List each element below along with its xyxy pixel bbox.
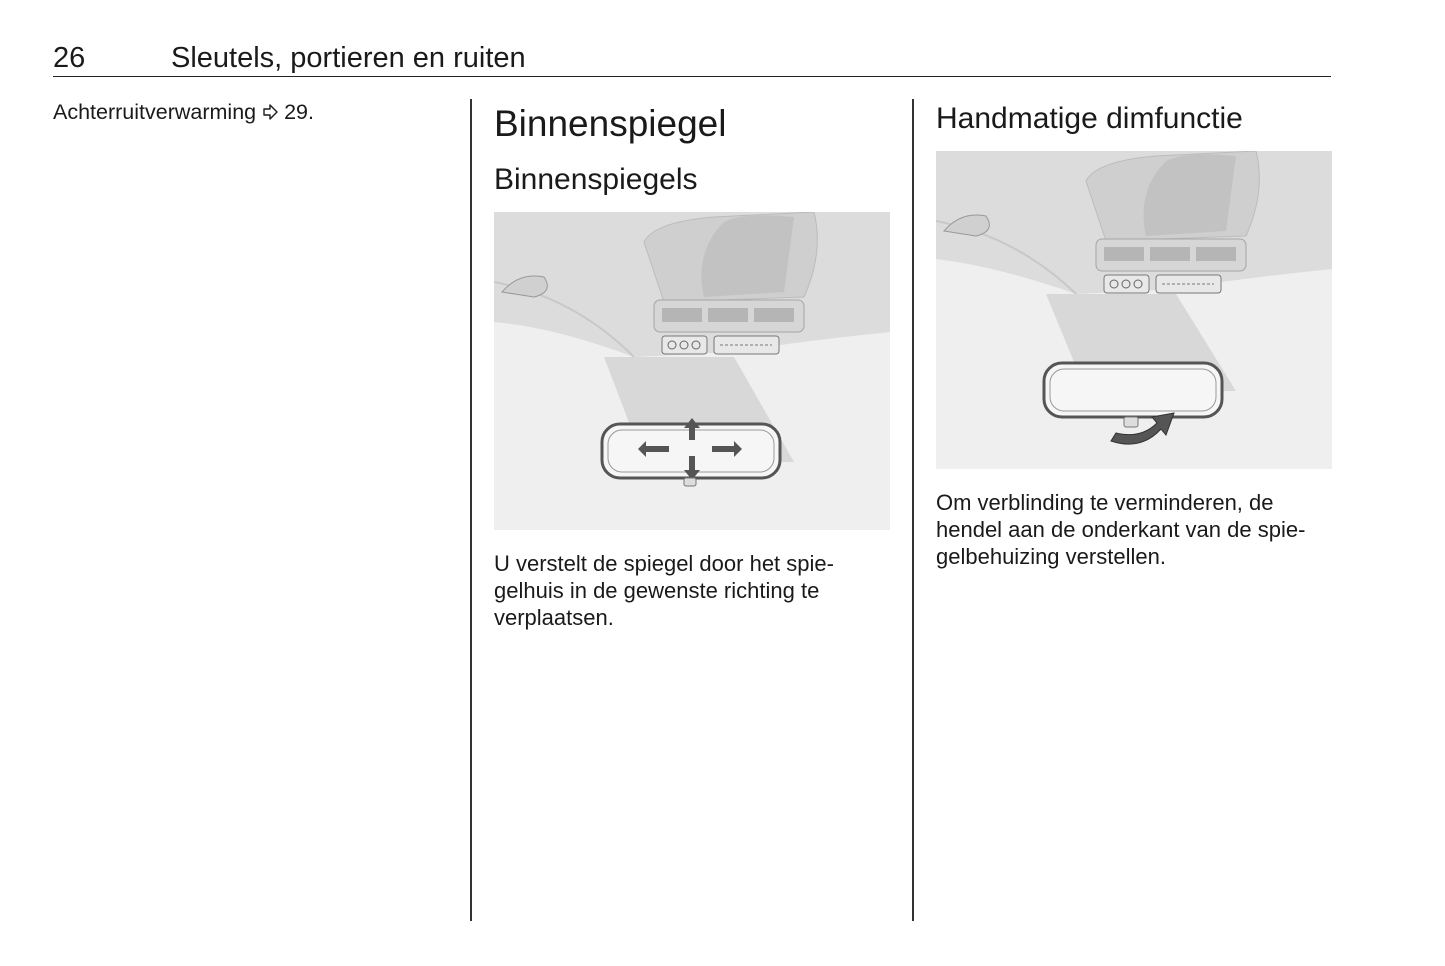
column-middle [494,96,892,631]
column-left [53,96,453,125]
rearview-mirror-dim-lever-icon [936,151,1332,469]
column-divider [470,99,472,921]
column-divider [912,99,914,921]
reference-label: Achterruitverwarming [53,100,257,124]
mirror-dim-figure [936,151,1332,469]
rearview-mirror-adjust-icon [494,212,890,530]
subsection-heading: Binnenspiegels [494,163,698,196]
page-header [53,40,1331,77]
mirror-adjust-figure [494,212,890,530]
section-heading: Binnenspiegel [494,103,727,144]
reference-page: 29. [284,100,314,124]
page-number: 26 [53,42,86,74]
column-right [936,96,1334,570]
reference-arrow-icon [262,104,278,120]
cross-reference[interactable] [53,100,453,125]
instruction-paragraph: U verstelt de spiegel door het spiegelhuis in de gewenste richting te verplaatsen. [494,551,834,630]
section-heading: Handmatige dimfunctie [936,102,1243,135]
instruction-paragraph: Om verblinding te verminderen, de hendel aan de onderkant van de spiegelbehuizing verstellen. [936,490,1306,569]
chapter-title: Sleutels, portieren en ruiten [171,42,526,74]
